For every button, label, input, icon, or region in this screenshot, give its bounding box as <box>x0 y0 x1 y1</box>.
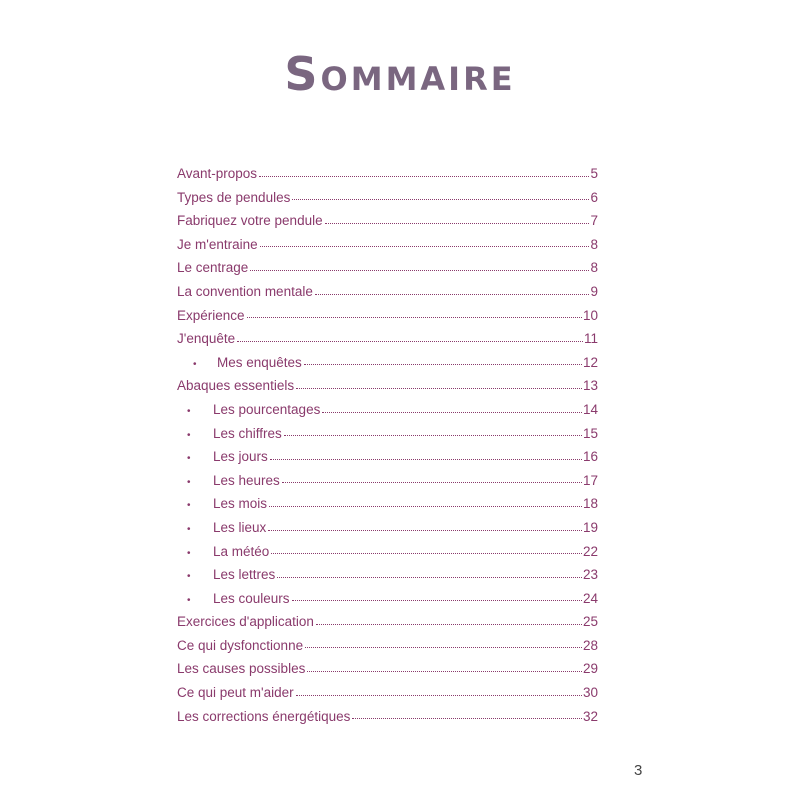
toc-entry <box>177 351 598 375</box>
toc-entry <box>177 610 598 634</box>
dot-leader <box>322 411 582 413</box>
dot-leader <box>304 363 582 365</box>
toc-entry-page: 16 <box>582 449 598 465</box>
dot-leader <box>277 576 582 578</box>
toc-entry-page: 11 <box>583 331 598 347</box>
dot-leader <box>325 222 590 224</box>
toc-entry-page: 28 <box>582 637 598 653</box>
toc-entry-label: Les causes possibles <box>177 661 306 677</box>
toc-entry-label: Je m'entraine <box>177 236 258 252</box>
toc-entry <box>177 705 598 729</box>
toc-entry <box>177 209 598 233</box>
toc-entry <box>177 233 598 257</box>
toc-entry-page: 6 <box>590 189 598 205</box>
toc-entry <box>177 445 598 469</box>
toc-entry <box>177 422 598 446</box>
toc-entry <box>177 492 598 516</box>
bullet-icon: • <box>187 476 191 488</box>
toc-entry-label: Le centrage <box>177 260 249 276</box>
toc-entry <box>177 280 598 304</box>
dot-leader <box>292 599 582 601</box>
bullet-icon: • <box>187 500 191 512</box>
dot-leader <box>296 694 582 696</box>
bullet-icon: • <box>187 523 191 535</box>
toc-entry <box>177 327 598 351</box>
toc-entry-page: 10 <box>582 307 598 323</box>
dot-leader <box>307 670 582 672</box>
dot-leader <box>284 434 582 436</box>
dot-leader <box>305 646 582 648</box>
bullet-icon: • <box>187 594 191 606</box>
toc-entry-label: J'enquête <box>177 331 236 347</box>
toc-entry-page: 5 <box>590 166 598 181</box>
dot-leader <box>247 316 582 318</box>
toc-entry-page: 24 <box>582 590 598 606</box>
toc-entry <box>177 516 598 540</box>
toc-entry-page: 9 <box>590 283 598 299</box>
toc-entry-page: 22 <box>582 543 598 559</box>
bullet-icon: • <box>187 453 191 465</box>
toc-entry <box>177 398 598 422</box>
toc-entry <box>177 587 598 611</box>
bullet-icon: • <box>187 429 191 441</box>
bullet-icon: • <box>193 358 197 370</box>
toc-entry <box>177 681 598 705</box>
toc-entry-label: Types de pendules <box>177 189 291 205</box>
toc-entry-page: 29 <box>582 661 598 677</box>
toc-entry <box>177 186 598 210</box>
toc-entry <box>177 256 598 280</box>
dot-leader <box>270 458 582 460</box>
toc-entry-page: 8 <box>590 260 598 276</box>
toc-entry <box>177 634 598 658</box>
toc-entry-page: 15 <box>582 425 598 441</box>
dot-leader <box>292 198 589 200</box>
toc-entry <box>177 563 598 587</box>
toc-entry-label: La convention mentale <box>177 283 313 299</box>
toc-entry-page: 7 <box>590 213 598 229</box>
toc-entry-page: 18 <box>582 496 598 512</box>
toc-entry-page: 19 <box>582 519 598 535</box>
toc-entry-label: La météo <box>213 543 270 559</box>
toc-entry-label: Fabriquez votre pendule <box>177 213 323 229</box>
page-number: 3 <box>634 762 643 779</box>
toc-entry <box>177 657 598 681</box>
toc-entry-page: 32 <box>582 708 598 724</box>
toc-entry-page: 30 <box>582 685 598 701</box>
toc-entry-label: Ce qui peut m'aider <box>177 685 294 701</box>
toc-entry-page: 17 <box>582 472 598 488</box>
toc-entry-page: 23 <box>582 567 598 583</box>
toc-entry-label: Les heures <box>213 472 280 488</box>
dot-leader <box>296 387 582 389</box>
dot-leader <box>315 293 590 295</box>
toc-entry-page: 8 <box>590 236 598 252</box>
toc-entry-label: Les corrections énergétiques <box>177 708 351 724</box>
dot-leader <box>269 505 582 507</box>
toc-entry-label: Les lettres <box>213 567 276 583</box>
dot-leader <box>282 481 582 483</box>
page-title: Sommaire <box>284 47 516 101</box>
toc-entry <box>177 540 598 564</box>
toc-entry-page: 13 <box>582 378 598 394</box>
dot-leader <box>259 175 589 177</box>
toc-entry-label: Abaques essentiels <box>177 378 295 394</box>
toc-entry-page: 25 <box>582 614 598 630</box>
bullet-icon: • <box>187 405 191 417</box>
dot-leader <box>271 552 582 554</box>
table-of-contents <box>177 162 598 728</box>
toc-entry-label: Expérience <box>177 307 245 323</box>
toc-entry <box>177 162 598 186</box>
dot-leader <box>316 623 582 625</box>
bullet-icon: • <box>187 571 191 583</box>
dot-leader <box>250 269 589 271</box>
dot-leader <box>352 717 582 719</box>
dot-leader <box>260 245 590 247</box>
toc-entry <box>177 374 598 398</box>
toc-entry-label: Les jours <box>213 449 268 465</box>
toc-entry-label: Ce qui dysfonctionne <box>177 637 304 653</box>
toc-entry-label: Exercices d'application <box>177 614 314 630</box>
bullet-icon: • <box>187 547 191 559</box>
toc-entry-label: Mes enquêtes <box>217 354 302 370</box>
toc-entry-label: Les couleurs <box>213 590 290 606</box>
toc-entry-label: Les lieux <box>213 519 267 535</box>
toc-entry-page: 12 <box>582 354 598 370</box>
toc-entry-label: Les mois <box>213 496 268 512</box>
toc-entry-page: 14 <box>582 401 598 417</box>
dot-leader <box>237 340 583 342</box>
toc-entry-label: Les pourcentages <box>213 401 321 417</box>
toc-entry <box>177 469 598 493</box>
toc-entry-label: Avant-propos <box>177 166 258 181</box>
toc-entry <box>177 304 598 328</box>
toc-entry-label: Les chiffres <box>213 425 282 441</box>
dot-leader <box>268 529 582 531</box>
